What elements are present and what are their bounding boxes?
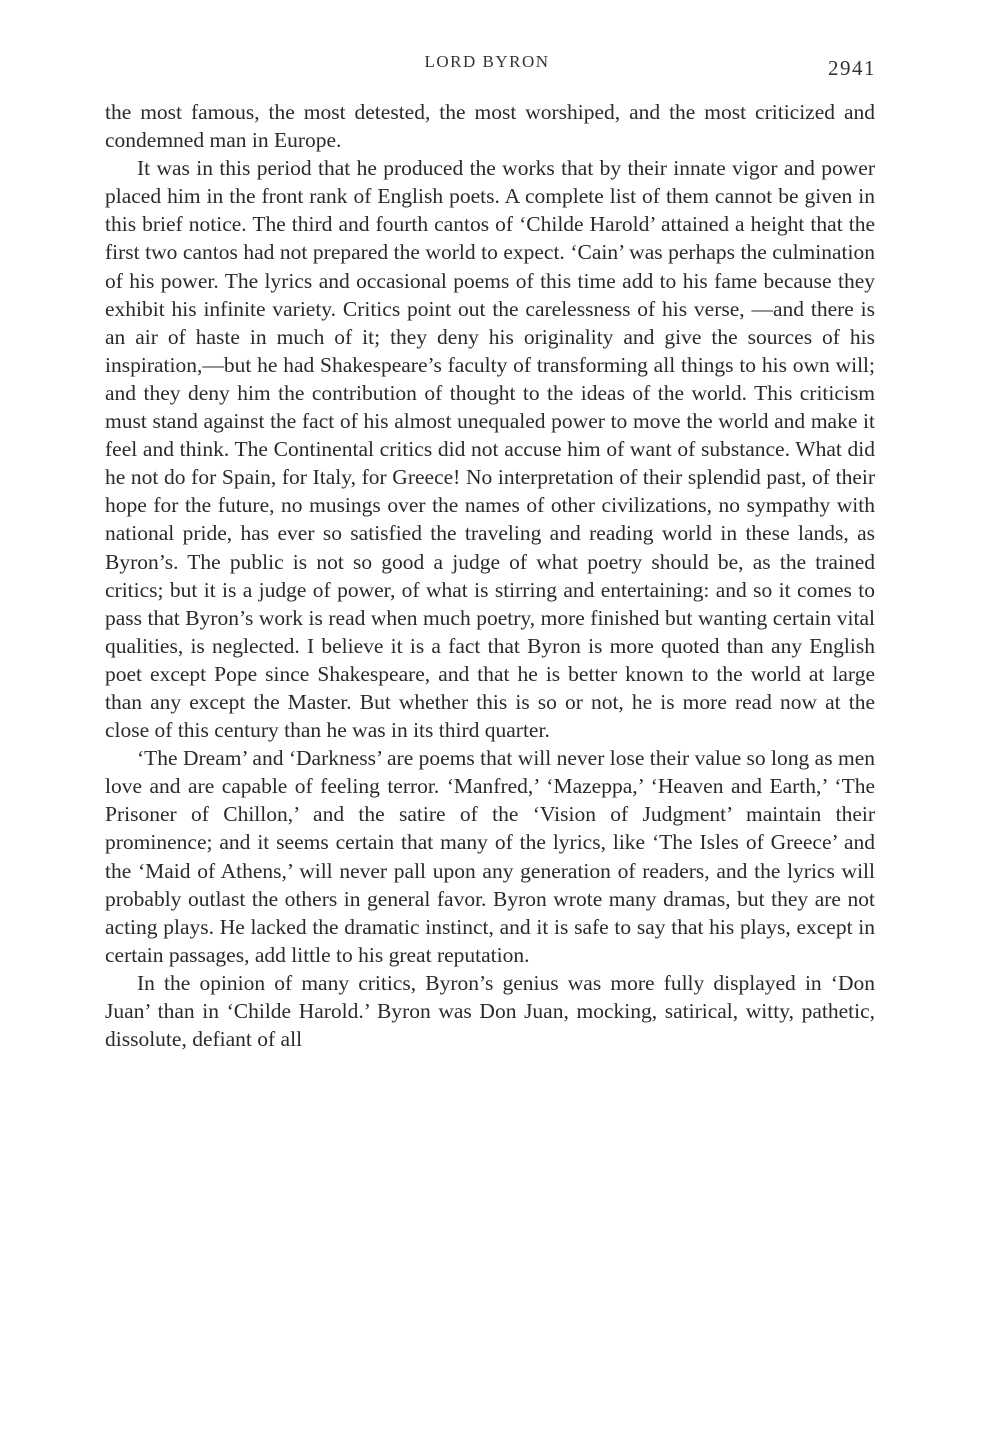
paragraph: ‘The Dream’ and ‘Darkness’ are poems that will never lose their value so long as men love and are capable of feeling terror. ‘Manfred,’ ‘Mazeppa,’ ‘Heaven and Earth,’ ‘The Prisoner of Chillon,’ and the satire of the ‘Vision of Judgment’ maintain their prominence; and it seems certain that many of the lyrics, like ‘The Isles of Greece’ and the ‘Maid of Athens,’ will never pall upon any generation of readers, and the lyrics will probably outlast the others in general favor. Byron wrote many dramas, but they are not acting plays. He lacked the dramatic instinct, and it is safe to say that his plays, except in certain passages, add little to his great reputation.: [105, 746, 875, 967]
paragraph: It was in this period that he produced the works that by their innate vigor and power placed him in the front rank of English poets. A complete list of them cannot be given in this brief notice. The third and fourth cantos of ‘Childe Harold’ attained a height that the first two cantos had not prepared the world to expect. ‘Cain’ was perhaps the culmination of his power. The lyrics and occasional poems of this time add to his fame because they exhibit his infinite variety. Critics point out the carelessness of his verse, —and there is an air of haste in much of it; they deny his originality and give the sources of his inspiration,—but he had Shakespeare’s faculty of transforming all things to his own will; and they deny him the contribution of thought to the ideas of the world. This criticism must stand against the fact of his almost unequaled power to move the world and make it feel and think. The Continental critics did not accuse him of want of substance. What did he not do for Spain, for Italy, for Greece! No interpretation of their splendid past, of their hope for the future, no musings over the names of other civilizations, no sympathy with national pride, has ever so satisfied the traveling and reading world in these lands, as Byron’s. The public is not so good a judge of what poetry should be, as the trained critics; but it is a judge of power, of what is stirring and entertaining: and so it comes to pass that Byron’s work is read when much poetry, more finished but wanting certain vital qualities, is neglected. I believe it is a fact that Byron is more quoted than any English poet except Pope since Shakespeare, and that he is better known to the world at large than any except the Master. But whether this is so or not, he is more read now at the close of this century than he was in its third quarter.: [105, 156, 875, 743]
body-text: [105, 98, 875, 1053]
running-title: LORD BYRON: [424, 52, 550, 71]
running-header: [0, 52, 1000, 80]
page-number: 2941: [828, 56, 876, 80]
paragraph-continued: the most famous, the most detested, the most worshiped, and the most criticized and condemned man in Europe.: [105, 100, 875, 153]
paragraph: In the opinion of many critics, Byron’s genius was more fully displayed in ‘Don Juan’ than in ‘Childe Harold.’ Byron was Don Juan, mocking, satirical, witty, pathetic, dissolute, defiant of all: [105, 970, 875, 1052]
